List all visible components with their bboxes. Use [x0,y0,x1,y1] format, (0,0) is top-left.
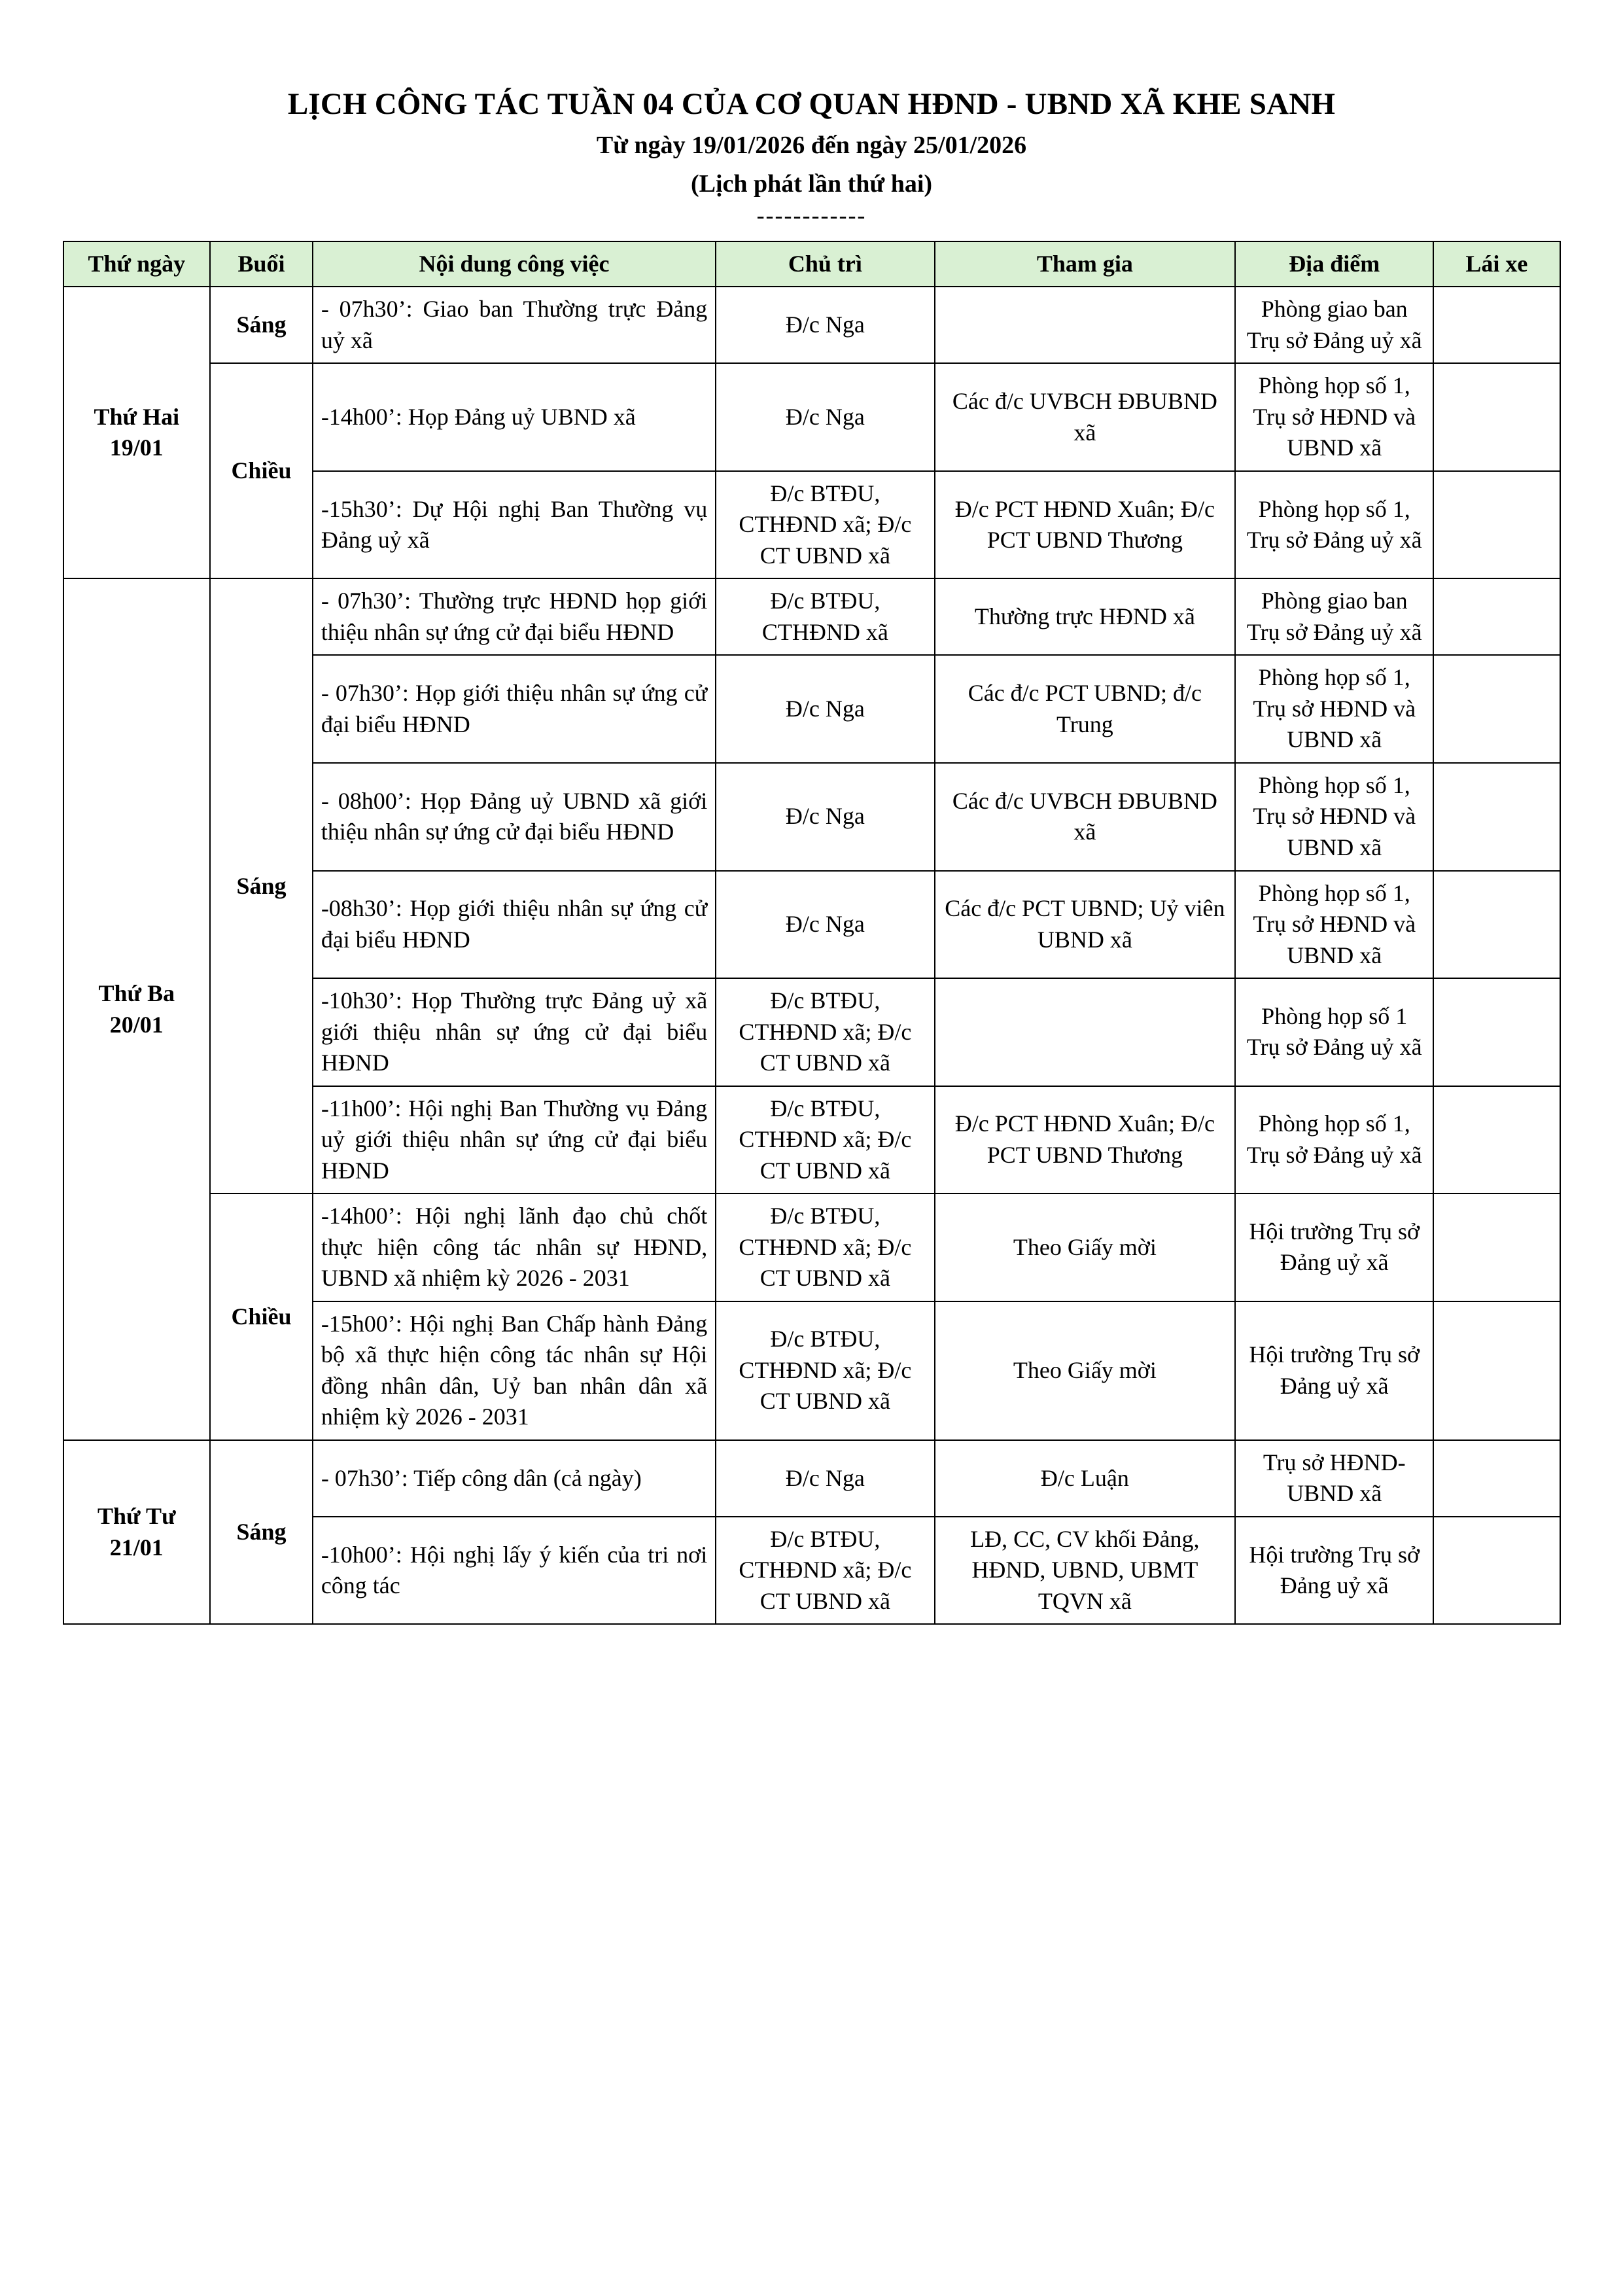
participants-cell: Các đ/c PCT UBND; Uỷ viên UBND xã [935,871,1236,979]
chair-cell: Đ/c BTĐU, CTHĐND xã; Đ/c CT UBND xã [716,1301,934,1440]
driver-cell [1433,763,1560,871]
driver-cell [1433,1301,1560,1440]
column-header-participants: Tham gia [935,241,1236,287]
column-header-chair: Chủ trì [716,241,934,287]
content-cell: -08h30’: Họp giới thiệu nhân sự ứng cử đại biểu HĐND [313,871,716,979]
driver-cell [1433,578,1560,655]
participants-cell: Các đ/c UVBCH ĐBUBND xã [935,763,1236,871]
chair-cell: Đ/c BTĐU, CTHĐND xã; Đ/c CT UBND xã [716,978,934,1086]
content-cell: - 08h00’: Họp Đảng uỷ UBND xã giới thiệu nhân sự ứng cử đại biểu HĐND [313,763,716,871]
session-cell: Sáng [210,1440,313,1625]
chair-cell: Đ/c Nga [716,287,934,363]
participants-cell: LĐ, CC, CV khối Đảng, HĐND, UBND, UBMT TQVN xã [935,1517,1236,1625]
content-cell: -14h00’: Họp Đảng uỷ UBND xã [313,363,716,471]
participants-cell: Thường trực HĐND xã [935,578,1236,655]
content-cell: - 07h30’: Tiếp công dân (cả ngày) [313,1440,716,1517]
divider: ------------ [756,202,867,228]
place-cell: Phòng họp số 1, Trụ sở HĐND và UBND xã [1235,763,1433,871]
participants-cell [935,978,1236,1086]
driver-cell [1433,471,1560,579]
column-header-driver: Lái xe [1433,241,1560,287]
chair-cell: Đ/c Nga [716,655,934,763]
place-cell: Phòng giao ban Trụ sở Đảng uỷ xã [1235,578,1433,655]
column-header-day: Thứ ngày [63,241,211,287]
issue-note: (Lịch phát lần thứ hai) [690,170,933,198]
day-label-line1: Thứ Hai [94,403,180,430]
chair-cell: Đ/c BTĐU, CTHĐND xã [716,578,934,655]
column-header-session: Buổi [210,241,313,287]
participants-cell: Đ/c PCT HĐND Xuân; Đ/c PCT UBND Thương [935,1086,1236,1194]
place-cell: Phòng họp số 1, Trụ sở Đảng uỷ xã [1235,1086,1433,1194]
day-label-line2: 19/01 [109,434,164,461]
day-label-line2: 20/01 [109,1011,164,1038]
place-cell: Hội trường Trụ sở Đảng uỷ xã [1235,1301,1433,1440]
day-cell [63,578,211,1439]
participants-cell: Theo Giấy mời [935,1193,1236,1301]
driver-cell [1433,1440,1560,1517]
driver-cell [1433,655,1560,763]
content-cell: - 07h30’: Họp giới thiệu nhân sự ứng cử đại biểu HĐND [313,655,716,763]
chair-cell: Đ/c BTĐU, CTHĐND xã; Đ/c CT UBND xã [716,1086,934,1194]
session-cell: Chiều [210,1193,313,1440]
content-cell: -14h00’: Hội nghị lãnh đạo chủ chốt thực hiện công tác nhân sự HĐND, UBND xã nhiệm kỳ 2026 - 2031 [313,1193,716,1301]
place-cell: Hội trường Trụ sở Đảng uỷ xã [1235,1193,1433,1301]
driver-cell [1433,287,1560,363]
participants-cell: Theo Giấy mời [935,1301,1236,1440]
table-row [63,1440,1560,1517]
table-row [63,363,1560,471]
participants-cell: Đ/c Luận [935,1440,1236,1517]
content-cell: -11h00’: Hội nghị Ban Thường vụ Đảng uỷ giới thiệu nhân sự ứng cử đại biểu HĐND [313,1086,716,1194]
place-cell: Phòng họp số 1, Trụ sở HĐND và UBND xã [1235,871,1433,979]
place-cell: Trụ sở HĐND-UBND xã [1235,1440,1433,1517]
document-header [62,85,1561,229]
table-row [63,1193,1560,1301]
content-cell: -10h00’: Hội nghị lấy ý kiến của tri nơi công tác [313,1517,716,1625]
table-header-row [63,241,1560,287]
participants-cell [935,287,1236,363]
day-label-line1: Thứ Ba [98,980,175,1007]
driver-cell [1433,363,1560,471]
content-cell: - 07h30’: Thường trực HĐND họp giới thiệu nhân sự ứng cử đại biểu HĐND [313,578,716,655]
place-cell: Phòng họp số 1, Trụ sở Đảng uỷ xã [1235,471,1433,579]
column-header-place: Địa điểm [1235,241,1433,287]
content-cell: -15h00’: Hội nghị Ban Chấp hành Đảng bộ xã thực hiện công tác nhân sự Hội đồng nhân dân, Uỷ ban nhân dân xã nhiệm kỳ 2026 - 2031 [313,1301,716,1440]
session-cell: Chiều [210,363,313,578]
place-cell: Phòng họp số 1, Trụ sở HĐND và UBND xã [1235,363,1433,471]
chair-cell: Đ/c Nga [716,363,934,471]
driver-cell [1433,978,1560,1086]
session-cell: Sáng [210,287,313,363]
table-body [63,287,1560,1624]
chair-cell: Đ/c BTĐU, CTHĐND xã; Đ/c CT UBND xã [716,1517,934,1625]
participants-cell: Các đ/c PCT UBND; đ/c Trung [935,655,1236,763]
participants-cell: Đ/c PCT HĐND Xuân; Đ/c PCT UBND Thương [935,471,1236,579]
table-header [63,241,1560,287]
driver-cell [1433,1086,1560,1194]
content-cell: -15h30’: Dự Hội nghị Ban Thường vụ Đảng uỷ xã [313,471,716,579]
schedule-table [63,241,1561,1625]
chair-cell: Đ/c Nga [716,763,934,871]
place-cell: Phòng giao ban Trụ sở Đảng uỷ xã [1235,287,1433,363]
place-cell: Phòng họp số 1, Trụ sở HĐND và UBND xã [1235,655,1433,763]
session-cell: Sáng [210,578,313,1193]
content-cell: -10h30’: Họp Thường trực Đảng uỷ xã giới thiệu nhân sự ứng cử đại biểu HĐND [313,978,716,1086]
chair-cell: Đ/c Nga [716,871,934,979]
driver-cell [1433,871,1560,979]
driver-cell [1433,1517,1560,1625]
chair-cell: Đ/c BTĐU, CTHĐND xã; Đ/c CT UBND xã [716,471,934,579]
day-cell [63,1440,211,1625]
date-range: Từ ngày 19/01/2026 đến ngày 25/01/2026 [596,131,1027,159]
place-cell: Hội trường Trụ sở Đảng uỷ xã [1235,1517,1433,1625]
driver-cell [1433,1193,1560,1301]
chair-cell: Đ/c BTĐU, CTHĐND xã; Đ/c CT UBND xã [716,1193,934,1301]
table-row [63,287,1560,363]
chair-cell: Đ/c Nga [716,1440,934,1517]
day-label-line1: Thứ Tư [97,1503,176,1530]
participants-cell: Các đ/c UVBCH ĐBUBND xã [935,363,1236,471]
table-row [63,578,1560,655]
content-cell: - 07h30’: Giao ban Thường trực Đảng uỷ xã [313,287,716,363]
place-cell: Phòng họp số 1 Trụ sở Đảng uỷ xã [1235,978,1433,1086]
page-title: LỊCH CÔNG TÁC TUẦN 04 CỦA CƠ QUAN HĐND - UBND XÃ KHE SANH [287,87,1336,121]
day-label-line2: 21/01 [109,1534,164,1561]
column-header-content: Nội dung công việc [313,241,716,287]
day-cell [63,287,211,578]
